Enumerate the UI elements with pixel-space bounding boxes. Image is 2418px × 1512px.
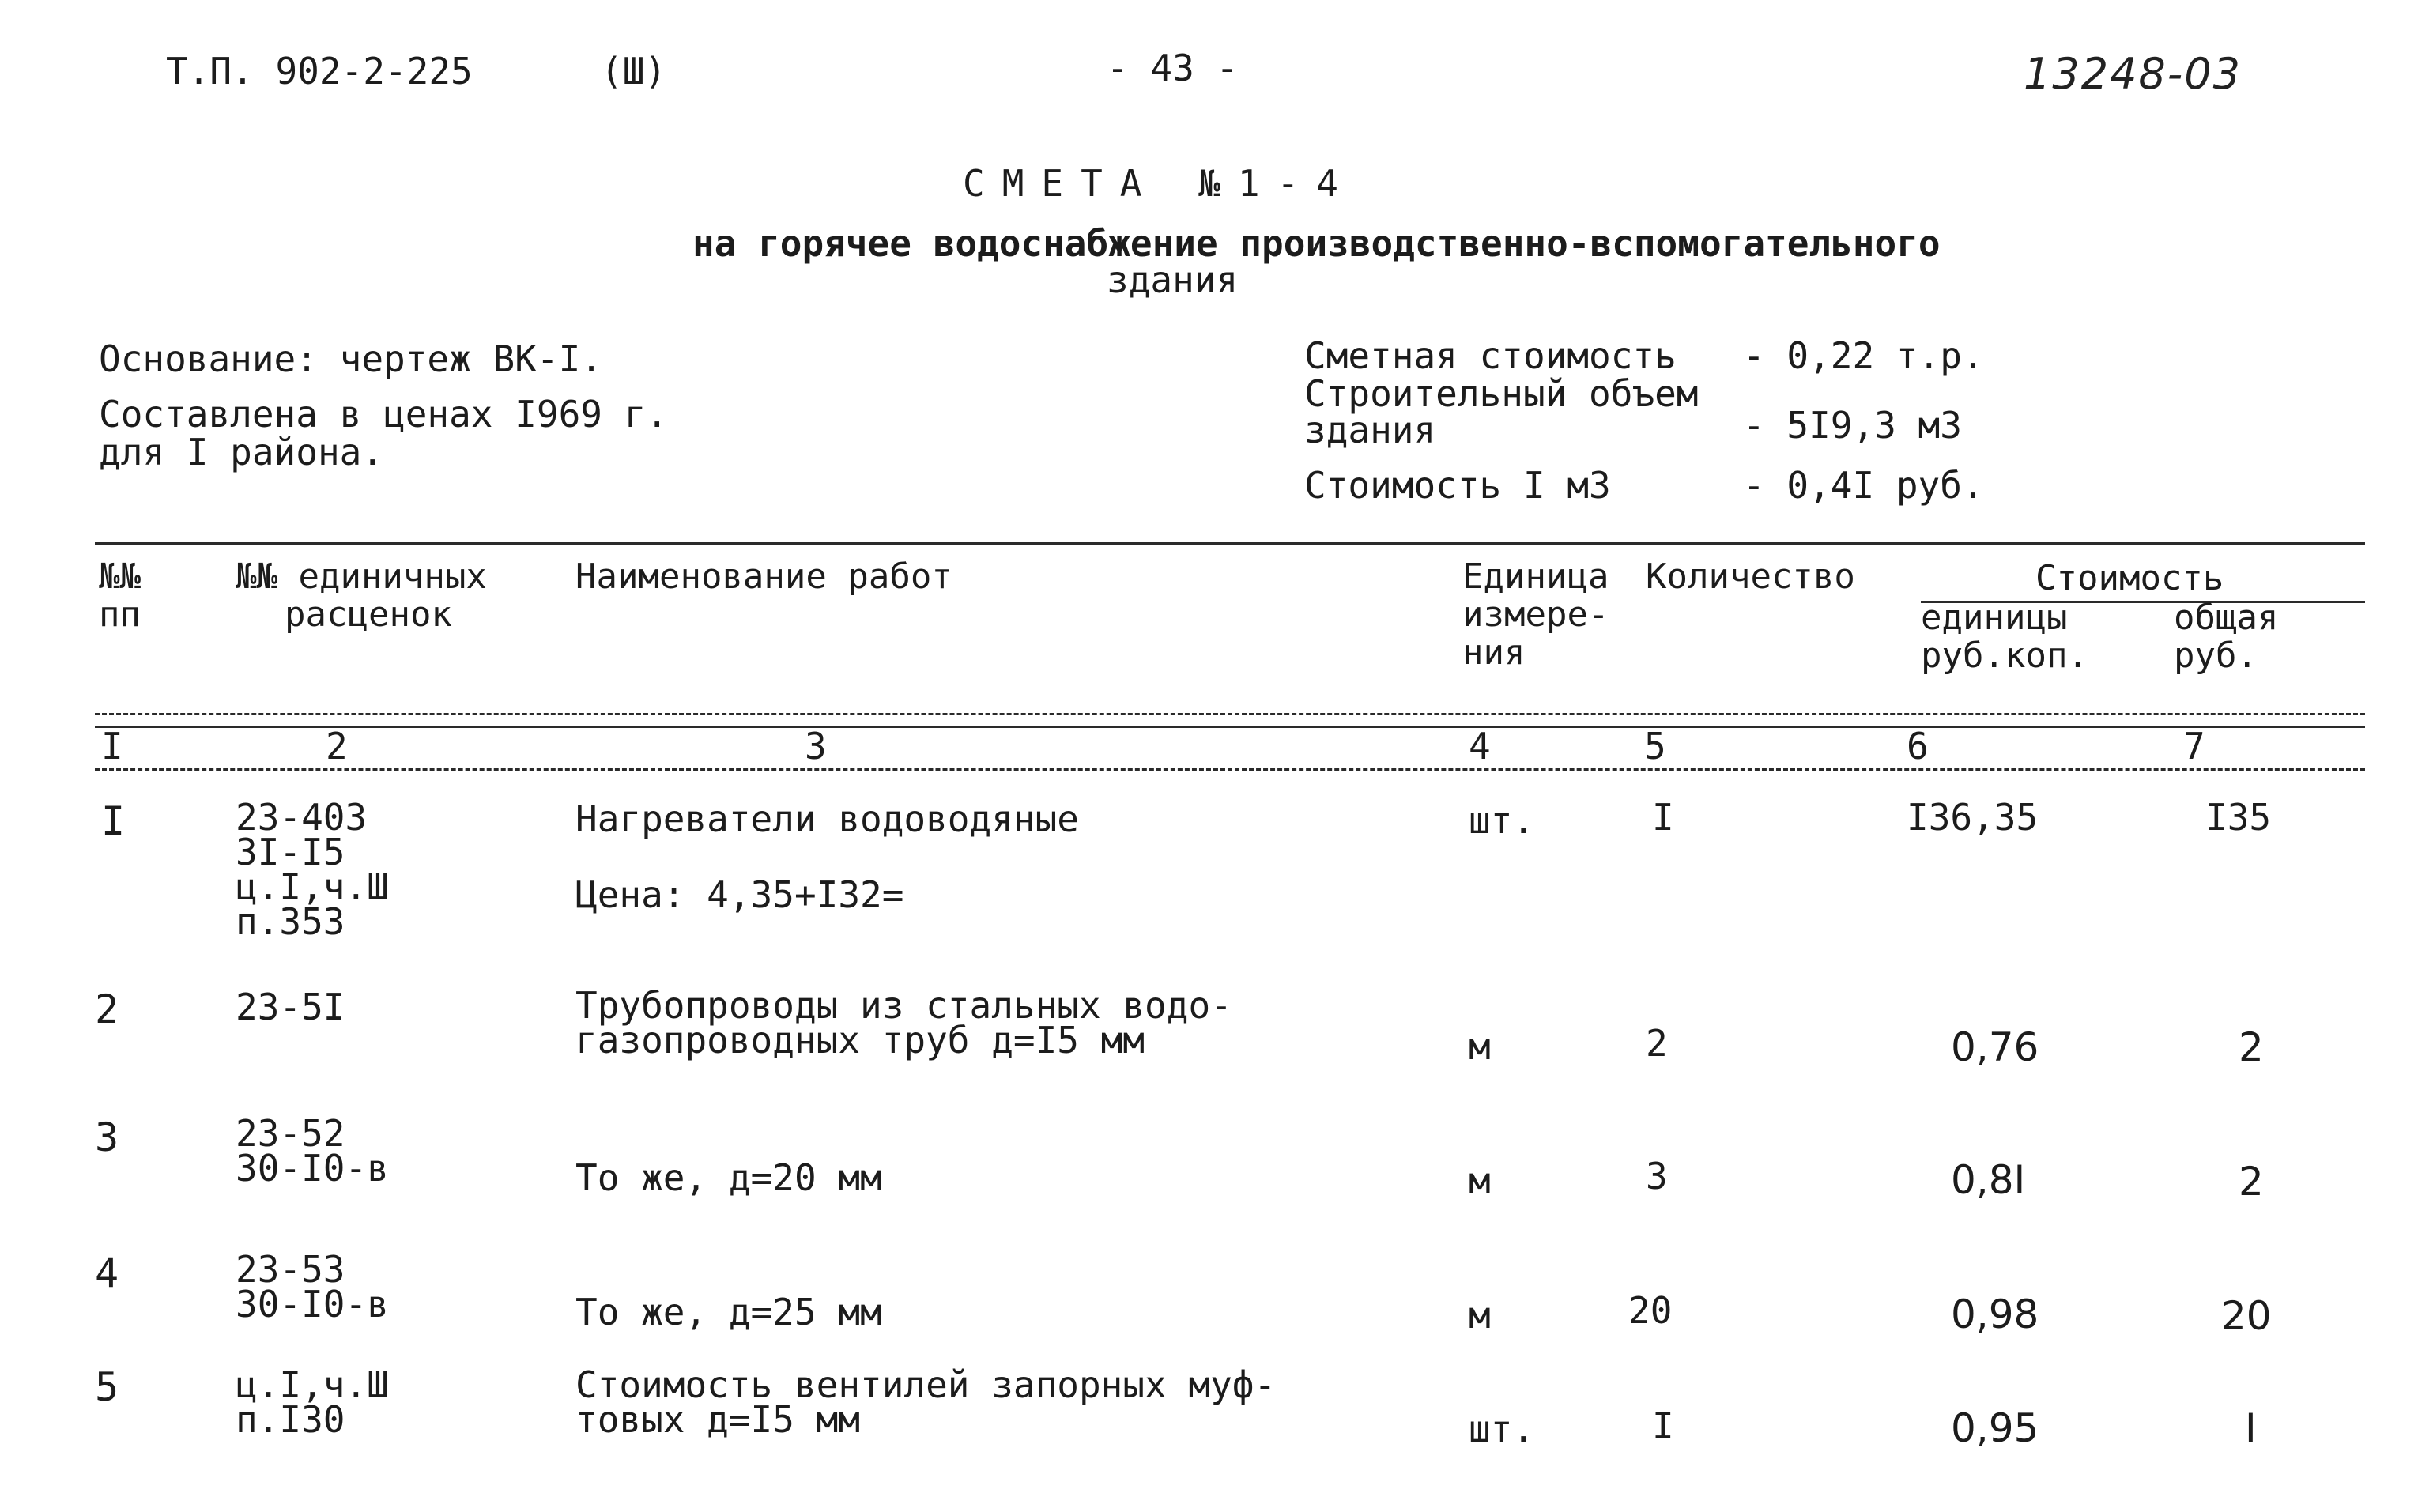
column-number: 7: [2183, 725, 2205, 767]
rate-code: 30-I0-в: [236, 1283, 389, 1325]
estimate-subtitle-line1: на горячее водоснабжение производственно-вспомогательного: [692, 222, 1941, 265]
row-total-cost: I35: [2205, 796, 2272, 839]
row-work-name: [575, 984, 1232, 1061]
basis-drawing: Основание: чертеж ВК-I.: [99, 337, 602, 380]
column-number: 5: [1644, 725, 1666, 767]
estimate-subtitle: [692, 222, 1941, 265]
rate-code: п.353: [236, 900, 345, 943]
col-header-total-cost-line2: руб.: [2174, 635, 2258, 676]
row-price-formula: Цена: 4,35+I32=: [575, 873, 904, 916]
rate-code: ц.I,ч.Ш: [236, 865, 389, 908]
volume-marker: (Ш): [601, 50, 667, 92]
row-total-cost: I: [2245, 1405, 2257, 1451]
col-header-unit-cost-line1: единицы: [1921, 598, 2068, 638]
col-header-cost-group: Стоимость: [2035, 558, 2224, 598]
col-header-row-number: [99, 558, 141, 634]
col-header-unit-line2: измере-: [1462, 594, 1609, 635]
table-row-number: I: [101, 798, 126, 844]
column-number: 4: [1469, 725, 1491, 767]
row-total-cost: 2: [2239, 1024, 2264, 1070]
row-rate-codes: [236, 1248, 389, 1325]
rate-code: п.I30: [236, 1398, 345, 1441]
row-total-cost: 2: [2239, 1159, 2264, 1205]
basis-region: для I района.: [99, 431, 384, 473]
col-header-rate-codes: [236, 558, 487, 634]
rate-code: 23-53: [236, 1248, 345, 1291]
col-header-rate-codes-line1: №№ единичных: [236, 556, 487, 597]
col-header-unit-line1: Единица: [1462, 556, 1609, 597]
building-volume-label-2: здания: [1304, 409, 1436, 451]
column-number: 2: [326, 725, 348, 767]
column-number: I: [101, 725, 123, 767]
building-volume-value: - 5I9,3 м3: [1743, 404, 1962, 447]
table-row-number: 2: [95, 986, 119, 1032]
row-unit: м: [1469, 1294, 1491, 1337]
column-number: 6: [1907, 725, 1929, 767]
column-numbers-bottom-rule: [95, 768, 2365, 771]
col-header-unit-line3: ния: [1462, 632, 1526, 673]
row-unit-price: 0,8I: [1951, 1157, 2026, 1203]
table-row-number: 4: [95, 1250, 119, 1296]
row-rate-codes: [236, 1363, 389, 1441]
work-name-line: Стоимость вентилей запорных муф-: [575, 1363, 1277, 1406]
table-row-number: 3: [95, 1114, 119, 1160]
row-unit: шт.: [1469, 1408, 1535, 1450]
work-name-line: газопроводных труб д=I5 мм: [575, 1019, 1145, 1061]
row-unit: м: [1469, 1025, 1491, 1068]
basis-prices: Составлена в ценах I969 г.: [99, 393, 669, 436]
col-header-unit-cost-line2: руб.коп.: [1921, 635, 2088, 676]
estimate-title: СМЕТА №1-4: [963, 162, 1356, 205]
archive-number: 13248-03: [2024, 49, 2242, 99]
row-quantity: I: [1652, 1405, 1674, 1447]
col-header-unit-cost: [1921, 599, 2088, 675]
rate-code: 30-I0-в: [236, 1147, 389, 1190]
estimated-cost-label: Сметная стоимость: [1304, 334, 1677, 377]
row-quantity: 20: [1628, 1289, 1673, 1332]
column-numbers-top-rule: [95, 726, 2365, 728]
rate-code: 23-5I: [236, 986, 345, 1028]
row-quantity: 3: [1646, 1155, 1668, 1197]
col-header-quantity: Количество: [1646, 556, 1855, 597]
table-row-number: 5: [95, 1364, 119, 1410]
row-rate-codes: [236, 1112, 389, 1190]
row-unit-price: 0,98: [1951, 1291, 2039, 1337]
col-header-total-cost-line1: общая: [2174, 598, 2279, 638]
work-name-line: Трубопроводы из стальных водо-: [575, 984, 1232, 1027]
rate-code: 23-52: [236, 1112, 345, 1155]
row-unit: м: [1469, 1159, 1491, 1202]
project-code: Т.П. 902-2-225: [166, 50, 473, 92]
building-volume-label: Строительный объем: [1304, 372, 1699, 415]
col-header-work-name: Наименование работ: [575, 556, 952, 597]
row-total-cost: 20: [2221, 1293, 2272, 1339]
table-top-rule: [95, 542, 2365, 545]
row-quantity: I: [1652, 796, 1674, 839]
page-number: - 43 -: [1107, 47, 1239, 89]
col-header-unit: [1462, 558, 1609, 672]
unit-cost-value: - 0,4I руб.: [1743, 464, 1984, 507]
row-rate-codes: [236, 796, 389, 943]
col-header-row-number-line1: №№: [99, 556, 141, 597]
col-header-row-number-line2: пп: [99, 594, 141, 635]
work-name-line: товых д=I5 мм: [575, 1398, 861, 1441]
column-number: 3: [805, 725, 827, 767]
row-unit: шт.: [1469, 799, 1535, 842]
row-unit-price: 0,76: [1951, 1024, 2039, 1070]
row-work-name: Нагреватели водоводяные: [575, 797, 1079, 840]
header-bottom-rule: [95, 713, 2365, 715]
row-unit-price: 0,95: [1951, 1405, 2039, 1451]
rate-code: 23-403: [236, 796, 368, 839]
col-header-total-cost: [2174, 599, 2278, 675]
row-unit-price: I36,35: [1907, 796, 2039, 839]
unit-cost-label: Стоимость I м3: [1304, 464, 1611, 507]
rate-code: 3I-I5: [236, 831, 345, 873]
col-header-rate-codes-line2: расценок: [285, 594, 452, 635]
row-work-name: То же, д=20 мм: [575, 1156, 882, 1199]
row-work-name: [575, 1363, 1277, 1441]
estimate-subtitle-line2: здания: [1107, 258, 1239, 301]
rate-code: ц.I,ч.Ш: [236, 1363, 389, 1406]
row-quantity: 2: [1646, 1022, 1668, 1065]
estimated-cost-value: - 0,22 т.р.: [1743, 334, 1984, 377]
row-work-name: То же, д=25 мм: [575, 1291, 882, 1333]
